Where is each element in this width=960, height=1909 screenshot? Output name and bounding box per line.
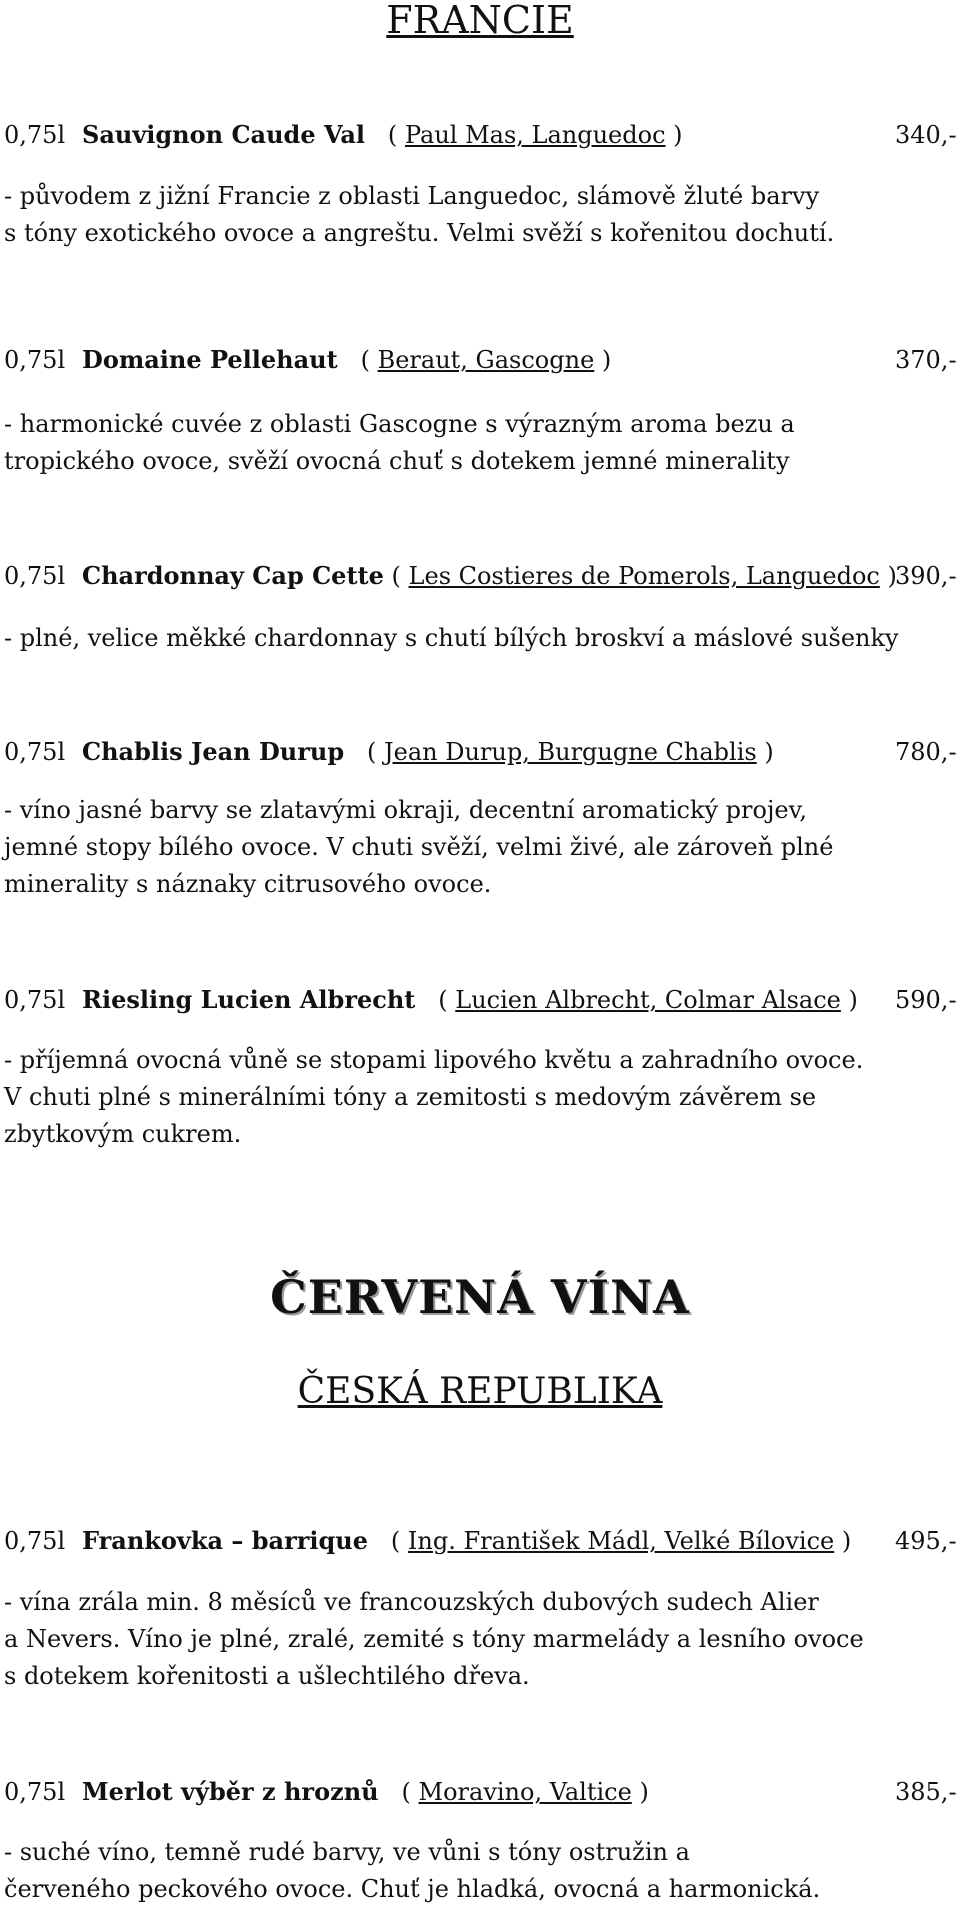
wine-title: [82, 345, 611, 375]
wine-volume: 0,75l: [4, 986, 66, 1014]
wine-producer: Moravino, Valtice: [418, 1778, 632, 1806]
wine-title: [82, 1526, 851, 1556]
wine-volume: 0,75l: [4, 738, 66, 766]
wine-description: [4, 178, 944, 252]
wine-paren-close: ): [639, 1778, 649, 1806]
wine-title: [82, 1777, 649, 1807]
wine-paren-close: ): [764, 738, 774, 766]
wine-producer: Ing. František Mádl, Velké Bílovice: [407, 1527, 835, 1555]
wine-paren-open: (: [367, 738, 377, 766]
wine-name: Riesling Lucien Albrecht: [82, 985, 416, 1014]
wine-producer: Beraut, Gascogne: [377, 346, 595, 374]
wine-paren-close: ): [673, 121, 683, 149]
wine-description-line: jemné stopy bílého ovoce. V chuti svěží, velmi živé, ale zároveň plné: [4, 833, 834, 861]
wine-title: [82, 985, 858, 1015]
wine-description: [4, 620, 944, 657]
wine-description-line: - vína zrála min. 8 měsíců ve francouzských dubových sudech Alier: [4, 1588, 819, 1616]
wine-paren-open: (: [391, 562, 401, 590]
section-title-france: FRANCIE: [386, 0, 574, 42]
wine-paren-close: ): [841, 1527, 852, 1555]
wine-description-line: tropického ovoce, svěží ovocná chuť s dotekem jemné minerality: [4, 447, 790, 475]
wine-producer: Lucien Albrecht, Colmar Alsace: [455, 986, 841, 1014]
wine-description: [4, 1042, 944, 1153]
wine-paren-open: (: [438, 986, 448, 1014]
section-title-red-wines: ČERVENÁ VÍNA: [270, 1270, 690, 1324]
wine-name: Domaine Pellehaut: [82, 345, 338, 374]
wine-description-line: červeného peckového ovoce. Chuť je hladká, ovocná a harmonická.: [4, 1875, 821, 1903]
wine-description-line: a Nevers. Víno je plné, zralé, zemité s tóny marmelády a lesního ovoce: [4, 1625, 864, 1653]
wine-description-line: s tóny exotického ovoce a angreštu. Velmi svěží s kořenitou dochutí.: [4, 219, 835, 247]
wine-title: [82, 120, 683, 150]
wine-description-line: s dotekem kořenitosti a ušlechtilého dřeva.: [4, 1662, 530, 1690]
wine-description-line: - příjemná ovocná vůně se stopami lipového květu a zahradního ovoce.: [4, 1046, 864, 1074]
wine-producer: Les Costieres de Pomerols, Languedoc: [408, 562, 880, 590]
wine-description-line: - plné, velice měkké chardonnay s chutí bílých broskví a máslové sušenky: [4, 624, 899, 652]
section-title-czech-republic: ČESKÁ REPUBLIKA: [297, 1371, 663, 1412]
wine-volume: 0,75l: [4, 1527, 66, 1555]
wine-title: [82, 561, 897, 591]
wine-paren-open: (: [360, 346, 370, 374]
wine-paren-close: ): [887, 562, 897, 590]
wine-description: [4, 406, 944, 480]
wine-volume: 0,75l: [4, 1778, 66, 1806]
wine-price: 340,-: [895, 121, 957, 149]
wine-description: [4, 792, 944, 903]
wine-title: [82, 737, 774, 767]
wine-description-line: zbytkovým cukrem.: [4, 1120, 242, 1148]
wine-price: 495,-: [895, 1527, 957, 1555]
wine-paren-close: ): [848, 986, 858, 1014]
wine-paren-open: (: [390, 1527, 401, 1555]
wine-description-line: - víno jasné barvy se zlatavými okraji, decentní aromatický projev,: [4, 796, 807, 824]
wine-name: Frankovka – barrique: [82, 1526, 368, 1555]
wine-producer: Jean Durup, Burgugne Chablis: [384, 738, 757, 766]
wine-name: Merlot výběr z hroznů: [82, 1777, 379, 1806]
wine-price: 390,-: [895, 562, 957, 590]
wine-description: [4, 1834, 944, 1908]
wine-paren-open: (: [387, 121, 398, 149]
wine-producer: Paul Mas, Languedoc: [404, 121, 666, 149]
wine-name: Chablis Jean Durup: [82, 737, 345, 766]
wine-volume: 0,75l: [4, 121, 66, 149]
wine-price: 590,-: [895, 986, 957, 1014]
wine-name: Sauvignon Caude Val: [82, 120, 366, 149]
wine-volume: 0,75l: [4, 562, 66, 590]
wine-price: 780,-: [895, 738, 957, 766]
wine-description-line: - původem z jižní Francie z oblasti Languedoc, slámově žluté barvy: [4, 182, 820, 210]
wine-description-line: - suché víno, temně rudé barvy, ve vůni s tóny ostružin a: [4, 1838, 690, 1866]
wine-description-line: minerality s náznaky citrusového ovoce.: [4, 870, 492, 898]
wine-paren-open: (: [401, 1778, 411, 1806]
wine-description-line: V chuti plné s minerálními tóny a zemitosti s medovým závěrem se: [4, 1083, 817, 1111]
wine-volume: 0,75l: [4, 346, 66, 374]
wine-paren-close: ): [601, 346, 612, 374]
wine-description: [4, 1584, 944, 1695]
wine-price: 385,-: [895, 1778, 957, 1806]
wine-name: Chardonnay Cap Cette: [82, 561, 384, 590]
wine-price: 370,-: [895, 346, 957, 374]
wine-description-line: - harmonické cuvée z oblasti Gascogne s výrazným aroma bezu a: [4, 410, 795, 438]
